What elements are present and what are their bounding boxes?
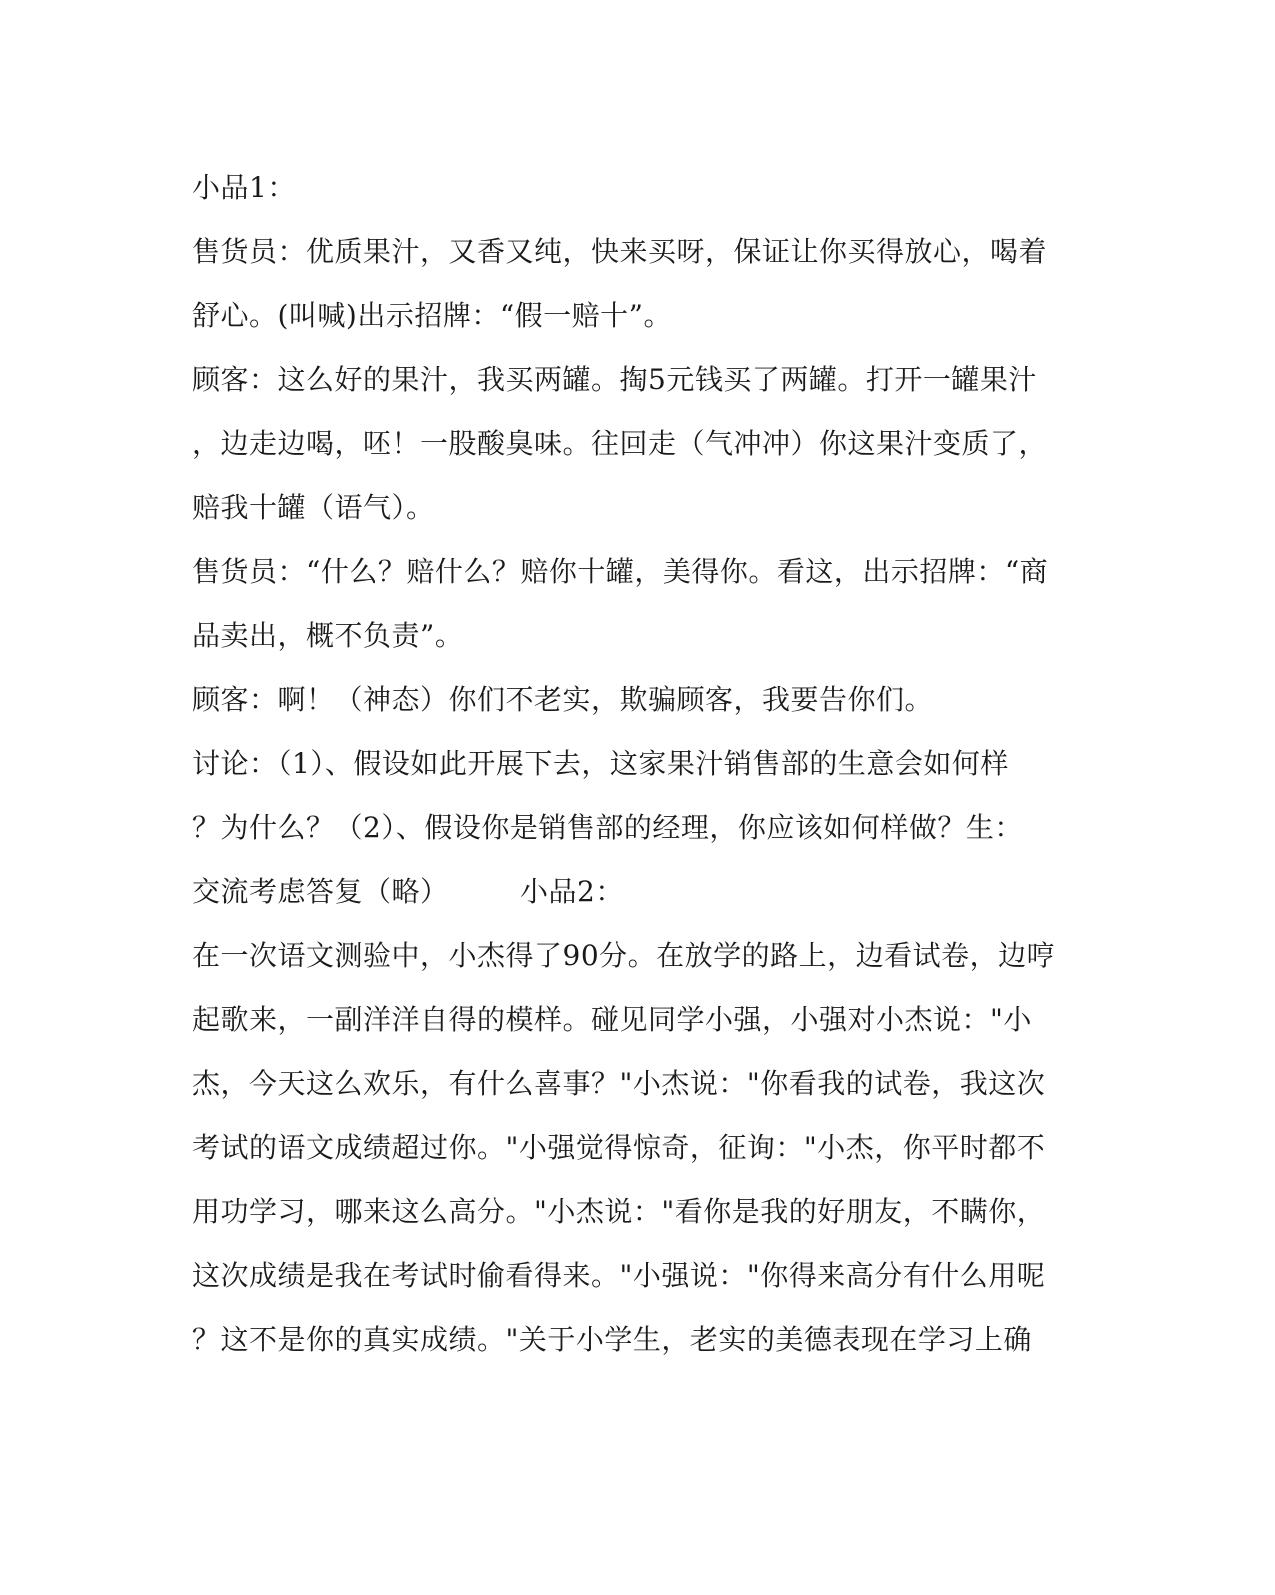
text-line: 交流考虑答复（略） 小品2： <box>192 875 624 908</box>
text-line: 顾客：这么好的果汁，我买两罐。掏5元钱买了两罐。打开一罐果汁 <box>192 363 1037 396</box>
text-line: 品卖出，概不负责”。 <box>192 619 464 652</box>
text-line: 考试的语文成绩超过你。"小强觉得惊奇，征询："小杰，你平时都不 <box>192 1131 1046 1164</box>
text-line: 在一次语文测验中，小杰得了90分。在放学的路上，边看试卷，边哼 <box>192 939 1056 972</box>
text-line: 售货员：“什么？赔什么？赔你十罐，美得你。看这，出示招牌：“商 <box>192 555 1049 588</box>
text-line: 用功学习，哪来这么高分。"小杰说："看你是我的好朋友，不瞒你， <box>192 1195 1046 1228</box>
text-line: 赔我十罐（语气）。 <box>192 491 435 524</box>
text-line: 顾客：啊！（神态）你们不老实，欺骗顾客，我要告你们。 <box>192 683 934 716</box>
text-line: 起歌来，一副洋洋自得的模样。碰见同学小强，小强对小杰说："小 <box>192 1003 1032 1036</box>
text-line: 讨论：（1）、假设如此开展下去，这家果汁销售部的生意会如何样 <box>192 747 1009 780</box>
text-line: ？为什么？（2）、假设你是销售部的经理，你应该如何样做？生： <box>192 811 1023 844</box>
text-line: 这次成绩是我在考试时偷看得来。"小强说："你得来高分有什么用呢 <box>192 1259 1046 1292</box>
text-line: 小品1： <box>192 171 296 204</box>
text-line: 杰，今天这么欢乐，有什么喜事？"小杰说："你看我的试卷，我这次 <box>192 1067 1046 1100</box>
text-line: ，边走边喝，呸！一股酸臭味。往回走（气冲冲）你这果汁变质了， <box>192 427 1048 460</box>
text-line: ？这不是你的真实成绩。"关于小学生，老实的美德表现在学习上确 <box>192 1323 1032 1356</box>
text-line: 舒心。(叫喊)出示招牌：“假一赔十”。 <box>192 299 672 332</box>
text-line: 售货员：优质果汁，又香又纯，快来买呀，保证让你买得放心，喝着 <box>192 235 1048 268</box>
